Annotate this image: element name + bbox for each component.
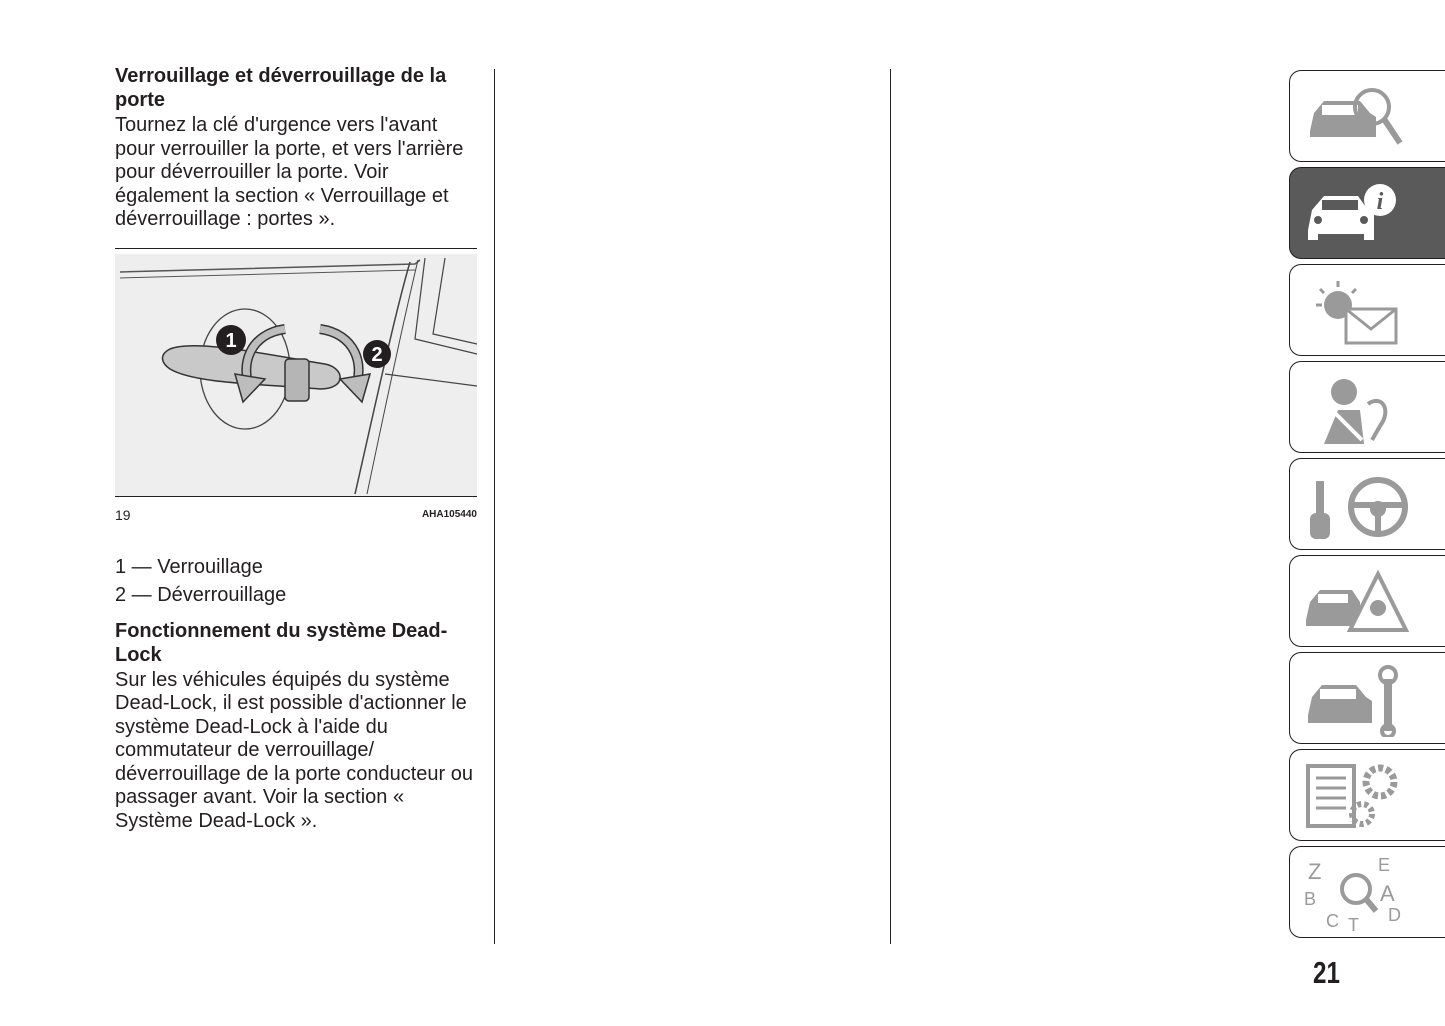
tab-dashboard-knowledge[interactable] [1289,70,1445,162]
index-letter-b: B [1304,889,1317,909]
door-handle-illustration [115,254,477,497]
car-warning-triangle-icon [1302,564,1422,640]
svg-text:i: i [1376,189,1384,215]
index-letter-e: E [1378,855,1391,875]
column-divider-1 [494,69,495,944]
legend-item-1: 1 — Verrouillage [115,555,263,578]
section-heading-lock-unlock: Verrouillage et déverrouillage de la porte [115,65,447,111]
tab-technical-data[interactable] [1289,749,1445,841]
tab-emergency[interactable] [1289,555,1445,647]
column-divider-2 [890,69,891,944]
tab-index[interactable] [1289,846,1445,938]
section-heading-dead-lock: Fonctionnement du système Dead-Lock [115,619,448,666]
car-info-icon [1302,176,1422,252]
key-steering-wheel-icon [1302,467,1422,543]
marker-1-label: 1 [225,329,237,352]
marker-2-label: 2 [371,343,383,366]
figure-number: 19 [115,506,131,523]
figure-door-handle [115,248,477,523]
left-column [115,64,480,833]
car-wrench-icon [1302,661,1422,737]
document-gears-icon [1302,758,1422,834]
tab-safety[interactable] [1289,361,1445,453]
tab-maintenance[interactable] [1289,652,1445,744]
figure-caption [115,507,477,523]
car-magnifier-icon [1302,79,1422,155]
legend-item-2: 2 — Déverrouillage [115,583,287,606]
section-body-dead-lock: Sur les véhicules équipés du système Dead-Lock, il est possible d'actionner le système Dead-Lock à l'aide du commutateur de verrouillage/ déverrouillage de la porte conducteur ou passager avant. Voir la section « Système Dead-Lock ». [115,668,474,832]
warning-light-message-icon [1302,273,1422,349]
section-body-lock-unlock: Tournez la clé d'urgence vers l'avant pour verrouiller la porte, et vers l'arrière pour déverrouiller la porte. Voir également la section « Verrouillage et déverrouillage : portes ». [115,114,464,230]
index-letter-t: T [1348,915,1359,931]
index-letter-z: Z [1308,859,1322,884]
index-letter-c: C [1326,911,1339,931]
seatbelt-airbag-icon [1302,370,1422,446]
tab-knowing-car[interactable] [1289,167,1445,259]
index-letters-icon [1302,855,1422,931]
tab-starting-driving[interactable] [1289,458,1445,550]
index-letter-a: A [1380,881,1395,906]
tab-warning-lights[interactable] [1289,264,1445,356]
figure-code: AHA105440 [421,508,477,520]
index-letter-d: D [1388,905,1401,925]
figure-legend [115,553,480,609]
page-number: 21 [1313,955,1340,990]
